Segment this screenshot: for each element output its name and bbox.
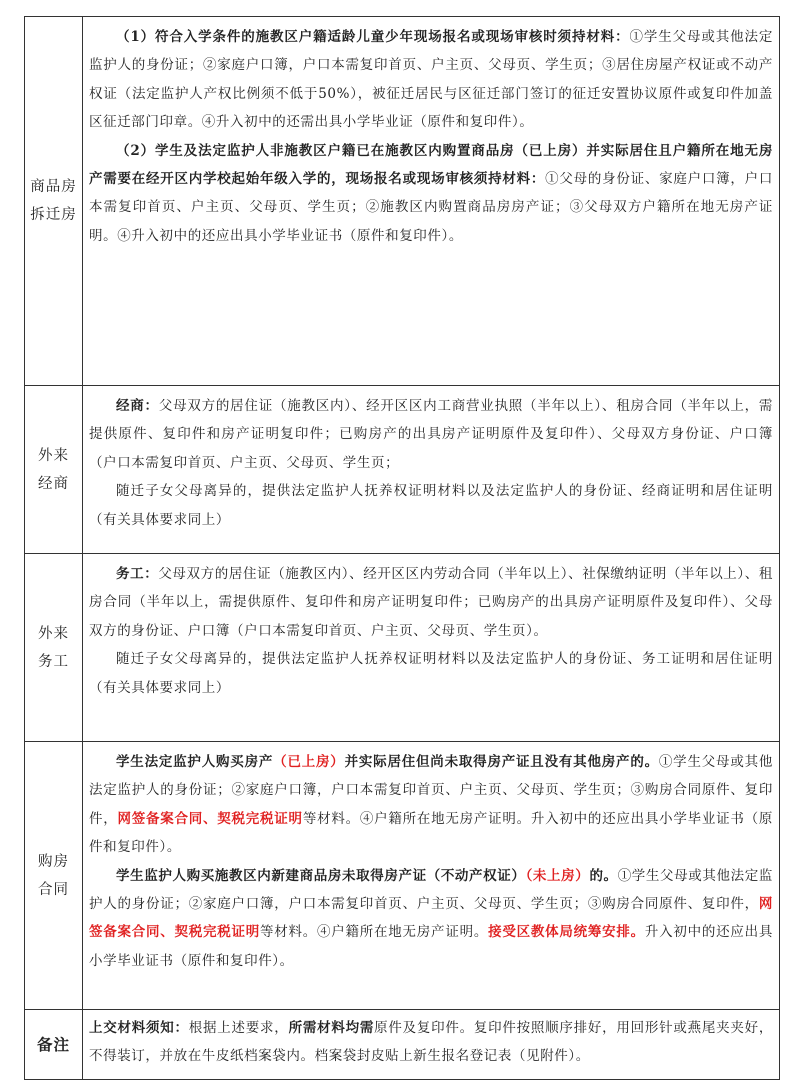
row-purchase-contract [25,741,779,1009]
paragraph [89,862,773,976]
paragraph [89,748,773,862]
row-label [25,17,83,385]
row-label [25,1010,83,1079]
paragraph [89,392,773,477]
body-text: 等材料。④户籍所在地无房产证明。升入初中的还应出具小学毕业证书（原件和复印件）。 [89,810,773,856]
row-content [83,386,779,553]
row-remarks [25,1009,779,1079]
body-text: 根据上述要求， [188,1020,289,1036]
body-text: ①父母的身份证、家庭户口簿，户口本需复印首页、户主页、父母页、学生页；②施教区内购置商品房房产证；③父母双方户籍所在地无房产证明。④升入初中的还应出具小学毕业证书（原件和复印件）。 [89,171,773,244]
bold-heading: 学生监护人购买施教区内新建商品房未取得房产证（不动产权证） [116,867,526,884]
body-text: 父母双方的居住证（施教区内）、经开区区内劳动合同（半年以上）、社保缴纳证明（半年以上）、租房合同（半年以上，需提供原件、复印件和房产证明复印件；已购房产的出具房产证明原件及复印件）、父母双方的身份证、户口簿（户口本需复印首页、户主页、父母页、学生页）。 [89,566,773,639]
bold-heading: （1）符合入学条件的施教区户籍适龄儿童少年现场报名或现场审核时须持材料： [116,29,630,45]
paragraph [89,560,773,645]
body-text: 等材料。④户籍所在地无房产证明。 [260,924,489,941]
red-highlight: （已上房） [273,754,345,770]
bold-heading: 并实际居住但尚未取得房产证且没有其他房产的。 [344,754,659,770]
row-label [25,742,83,1009]
row-commercial-housing [25,17,779,385]
label-line: 外来 [38,625,69,642]
body-text: 原件及复印件。复印件按照顺序排好，用回形针或燕尾夹夹好，不得装订，并放在牛皮纸档案袋内。档案袋封皮贴上新生报名登记表（见附件）。 [89,1020,773,1065]
bold-heading: （2）学生及法定监护人非施教区户籍已在施教区内购置商品房（已上房）并实际居住且户籍所在地无房产需要在经开区内学校起始年级入学的，现场报名或现场审核须持材料： [89,142,773,188]
label-line: 购房 [38,853,69,870]
row-outside-business [25,385,779,553]
red-highlight: 网签备案合同、契税完税证明 [117,810,303,827]
red-highlight: （未上房） [525,867,590,884]
label-line: 外来 [38,447,69,464]
requirements-table [24,16,780,1080]
red-highlight: 网签备案合同、契税完税证明 [89,896,773,941]
body-text: ①学生父母或其他法定监护人的身份证；②家庭户口簿，户口本需复印首页、户主页、父母页、学生页；③居住房屋产权证或不动产权证（法定监护人产权比例须不低于50%），被征迁居民与区征迁部门签订的征迁安置协议原件或复印件加盖区征迁部门印章。④升入初中的还需出具小学毕业证（原件和复印件）。 [89,29,773,131]
row-content [83,742,779,1009]
body-text: 升入初中的还应出具小学毕业证书（原件和复印件）。 [89,924,773,969]
row-content [83,1010,779,1079]
body-text: 父母双方的居住证（施教区内）、经开区区内工商营业执照（半年以上）、租房合同（半年以上，需提供原件、复印件和房产证明复印件；已购房产的出具房产证明原件及复印件）、父母双方身份证、户口簿（户口本需复印首页、户主页、父母页、学生页； [89,398,773,471]
bold-heading: 上交材料须知： [89,1020,189,1036]
label-line: 合同 [38,881,69,898]
label-line: 备注 [36,1034,70,1054]
bold-heading: 经商： [116,398,159,414]
row-outside-labor [25,553,779,741]
paragraph [89,477,773,534]
paragraph [89,645,773,702]
body-text: 随迁子女父母离异的，提供法定监护人抚养权证明材料以及法定监护人的身份证、务工证明和居住证明（有关具体要求同上） [89,651,773,696]
row-label [25,386,83,553]
row-content [83,554,779,741]
row-label [25,554,83,741]
label-line: 商品房 [30,179,77,195]
body-text: ①学生父母或其他法定监护人的身份证；②家庭户口簿，户口本需复印首页、户主页、父母页、学生页；③购房合同原件、复印件， [89,754,773,827]
body-text: 随迁子女父母离异的，提供法定监护人抚养权证明材料以及法定监护人的身份证、经商证明和居住证明（有关具体要求同上） [89,483,773,528]
bold-heading: 的。 [589,867,618,884]
label-line: 拆迁房 [30,207,77,223]
bold-heading: 学生法定监护人购买房产 [116,754,274,770]
row-content [83,17,779,385]
body-text: ①学生父母或其他法定监护人的身份证；②家庭户口簿，户口本需复印首页、户主页、父母页、学生页；③购房合同原件、复印件， [89,867,774,913]
label-line: 经商 [38,475,69,492]
bold-heading: 务工： [116,566,159,582]
paragraph [89,1014,773,1071]
red-highlight: 接受区教体局统筹安排。 [488,924,645,941]
label-line: 务工 [38,653,69,670]
paragraph [89,23,773,137]
paragraph [89,137,773,251]
bold-heading: 所需材料均需 [288,1020,375,1036]
